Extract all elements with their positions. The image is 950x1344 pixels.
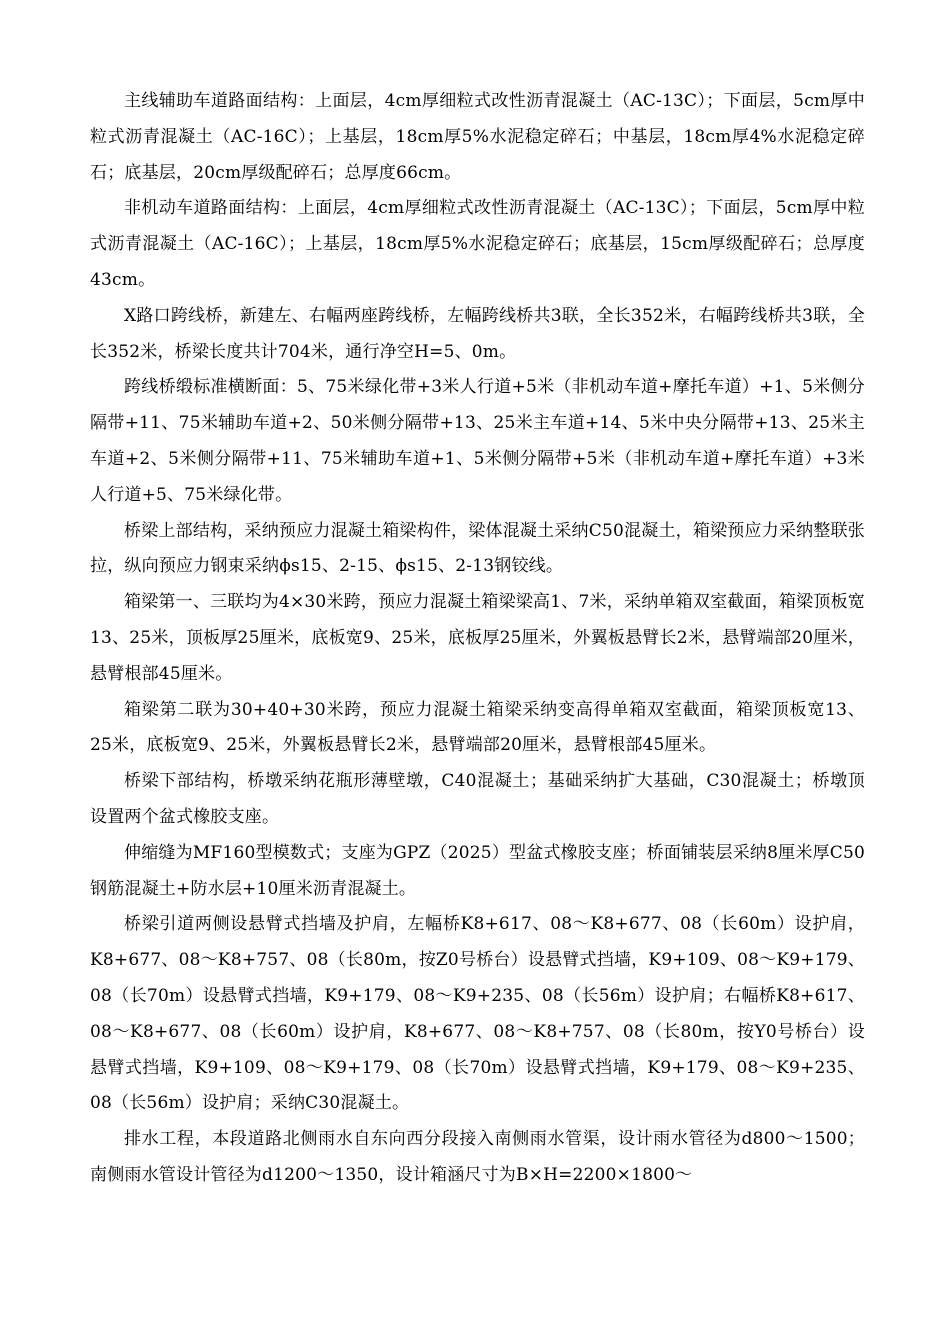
paragraph-cross-section: 跨线桥缎标准横断面：5、75米绿化带+3米人行道+5米（非机动车道+摩托车道）+1、5米侧分隔带+11、75米辅助车道+2、50米侧分隔带+13、25米主车道+14、5米中央分隔带+13、25米主车道+2、5米侧分隔带+11、75米辅助车道+1、5米侧分隔带+5米（非机动车道+摩托车道）+3米人行道+5、75米绿化带。 (90, 377, 865, 505)
paragraph-box-girder-second: 箱梁第二联为30+40+30米跨，预应力混凝土箱梁采纳变高得单箱双室截面，箱梁顶板宽13、25米，底板宽9、25米，外翼板悬臂长2米，悬臂端部20厘米，悬臂根部45厘米。 (90, 699, 865, 756)
document-body (90, 84, 865, 1194)
paragraph-superstructure: 桥梁上部结构，采纳预应力混凝土箱梁构件，梁体混凝土采纳C50混凝土，箱梁预应力采纳整联张拉，纵向预应力钢束采纳ϕs15、2-15、ϕs15、2-13钢铰线。 (90, 520, 865, 577)
paragraph-approach-retaining-wall: 桥梁引道两侧设悬臂式挡墙及护肩，左幅桥K8+617、08～K8+677、08（长60m）设护肩，K8+677、08～K8+757、08（长80m，按Z0号桥台）设悬臂式挡墙，K9+109、08～K9+179、08（长70m）设悬臂式挡墙，K9+179、08～K9+235、08（长56m）设护肩；右幅桥K8+617、08～K8+677、08（长60m）设护肩，K8+677、08～K8+757、08（长80m，按Y0号桥台）设悬臂式挡墙，K9+109、08～K9+179、08（长70m）设悬臂式挡墙，K9+179、08～K9+235、08（长56m）设护肩；采纳C30混凝土。 (90, 914, 865, 1114)
paragraph-drainage: 排水工程，本段道路北侧雨水自东向西分段接入南侧雨水管渠，设计雨水管径为d800～1500；南侧雨水管设计管径为d1200～1350，设计箱涵尺寸为B×H=2200×1800～ (90, 1129, 865, 1185)
paragraph-main-auxiliary-lane: 主线辅助车道路面结构：上面层，4cm厚细粒式改性沥青混凝土（AC-13C）；下面层，5cm厚中粒式沥青混凝土（AC-16C）；上基层，18cm厚5%水泥稳定碎石；中基层，18cm厚4%水泥稳定碎石；底基层，20cm厚级配碎石；总厚度66cm。 (90, 91, 865, 183)
paragraph-overpass-bridge: X路口跨线桥，新建左、右幅两座跨线桥，左幅跨线桥共3联，全长352米，右幅跨线桥共3联，全长352米，桥梁长度共计704米，通行净空H=5、0m。 (90, 305, 865, 362)
paragraph-expansion-joint: 伸缩缝为MF160型模数式；支座为GPZ（2025）型盆式橡胶支座；桥面铺装层采纳8厘米厚C50钢筋混凝土+防水层+10厘米沥青混凝土。 (90, 842, 865, 899)
paragraph-substructure: 桥梁下部结构，桥墩采纳花瓶形薄壁墩，C40混凝土；基础采纳扩大基础，C30混凝土；桥墩顶设置两个盆式橡胶支座。 (90, 771, 865, 827)
paragraph-box-girder-first-third: 箱梁第一、三联均为4×30米跨，预应力混凝土箱梁梁高1、7米，采纳单箱双室截面，箱梁顶板宽13、25米，顶板厚25厘米，底板宽9、25米，底板厚25厘米，外翼板悬臂长2米，悬臂端部20厘米，悬臂根部45厘米。 (90, 592, 865, 684)
paragraph-non-motor-lane: 非机动车道路面结构：上面层，4cm厚细粒式改性沥青混凝土（AC-13C）；下面层，5cm厚中粒式沥青混凝土（AC-16C）；上基层，18cm厚5%水泥稳定碎石；底基层，15cm厚级配碎石；总厚度43cm。 (90, 198, 865, 290)
